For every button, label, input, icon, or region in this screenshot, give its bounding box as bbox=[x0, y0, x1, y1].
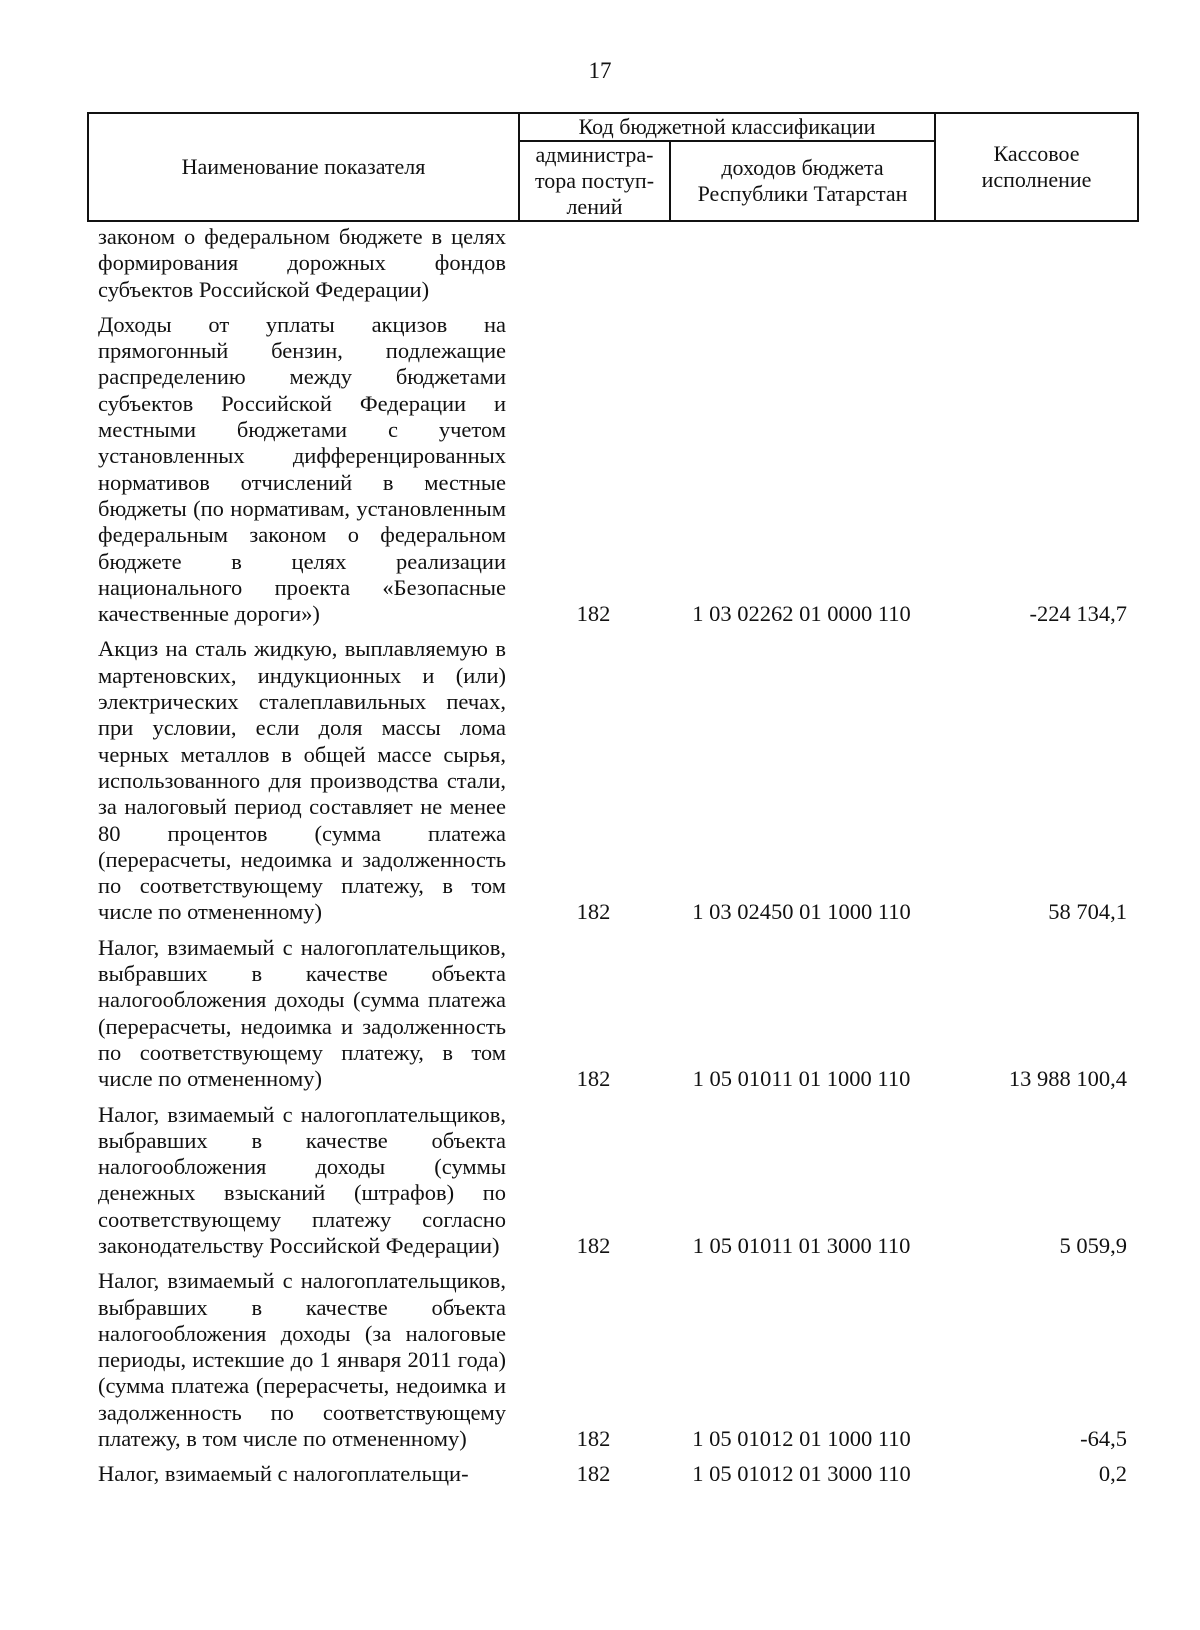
row-name: Налог, взимаемый с налогоплательщиков, выбравших в качестве объекта налогообложения доходы (за налоговые периоды, истекшие до 1 января 2011 года) (сумма платежа (перерасчеты, недоимка и задолженность по соответствующему платежу, в том числе по отмененному) bbox=[98, 1268, 506, 1452]
row-name: Налог, взимаемый с налогоплательщиков, выбравших в качестве объекта налогообложения доходы (суммы денежных взысканий (штрафов) по соответствующему платежу согласно законодательству Российской Федерации) bbox=[98, 1101, 506, 1258]
row-name: законом о федеральном бюджете в целях формирования дорожных фондов субъектов Российской Федерации) bbox=[98, 224, 506, 302]
row-admin: 182 bbox=[576, 601, 611, 627]
row-code: 1 03 02450 01 1000 110 bbox=[692, 899, 911, 925]
row-admin: 182 bbox=[576, 1426, 611, 1452]
header-name: Наименование показателя bbox=[88, 113, 519, 221]
row-code: 1 03 02262 01 0000 110 bbox=[692, 601, 911, 627]
row-code: 1 05 01011 01 3000 110 bbox=[692, 1232, 911, 1258]
row-name: Налог, взимаемый с налогоплательщи- bbox=[98, 1461, 469, 1487]
page-number: 17 bbox=[588, 58, 612, 83]
row-code: 1 05 01011 01 1000 110 bbox=[692, 1066, 911, 1092]
row-code: 1 05 01012 01 3000 110 bbox=[692, 1461, 911, 1487]
row-admin bbox=[518, 224, 669, 312]
table-body bbox=[87, 224, 1137, 1497]
table-row bbox=[87, 312, 1137, 637]
table-row bbox=[87, 935, 1137, 1102]
header-code-group: Код бюджетной классификации bbox=[519, 113, 935, 141]
row-name: Акциз на сталь жидкую, выплавляемую в мартеновских, индукционных и (или) электрических сталеплавильных печах, при условии, если доля массы лома черных металлов в общей массе сырья, использованного для производства стали, за налоговый период составляет не менее 80 процентов (сумма платежа (перерасчеты, недоимка и задолженность по соответствующему платежу, в том числе по отмененному) bbox=[98, 636, 506, 925]
row-amount: -224 134,7 bbox=[1029, 601, 1127, 627]
row-code bbox=[669, 224, 934, 312]
table-header bbox=[87, 112, 1139, 222]
row-amount bbox=[934, 224, 1137, 312]
table-row bbox=[87, 636, 1137, 934]
row-name: Налог, взимаемый с налогоплательщиков, выбравших в качестве объекта налогообложения доходы (сумма платежа (перерасчеты, недоимка и задолженность по соответствующему платежу, в том числе по отмененному) bbox=[98, 934, 506, 1092]
row-admin: 182 bbox=[576, 1066, 611, 1092]
table-row bbox=[87, 224, 1137, 312]
row-amount: 5 059,9 bbox=[1059, 1232, 1127, 1258]
header-admin: администра- тора поступ- лений bbox=[519, 141, 670, 221]
table-row bbox=[87, 1461, 1137, 1496]
row-admin: 182 bbox=[576, 899, 611, 925]
row-amount: 13 988 100,4 bbox=[1008, 1066, 1127, 1092]
table-row bbox=[87, 1102, 1137, 1269]
row-amount: 58 704,1 bbox=[1048, 899, 1127, 925]
row-code: 1 05 01012 01 1000 110 bbox=[692, 1426, 911, 1452]
row-admin: 182 bbox=[576, 1461, 611, 1487]
header-income: доходов бюджета Республики Татарстан bbox=[670, 141, 935, 221]
row-amount: 0,2 bbox=[1098, 1461, 1127, 1487]
row-admin: 182 bbox=[576, 1232, 611, 1258]
table-row bbox=[87, 1268, 1137, 1461]
header-execution: Кассовое исполнение bbox=[935, 113, 1138, 221]
row-name: Доходы от уплаты акцизов на прямогонный бензин, подлежащие распределению между бюджетами субъектов Российской Федерации и местными бюджетами с учетом установленных дифференцированных нормативов отчислений в местные бюджеты (по нормативам, установленным федеральным законом о федеральном бюджете в целях реализации национального проекта «Безопасные качественные дороги») bbox=[98, 311, 506, 627]
row-amount: -64,5 bbox=[1080, 1426, 1127, 1452]
